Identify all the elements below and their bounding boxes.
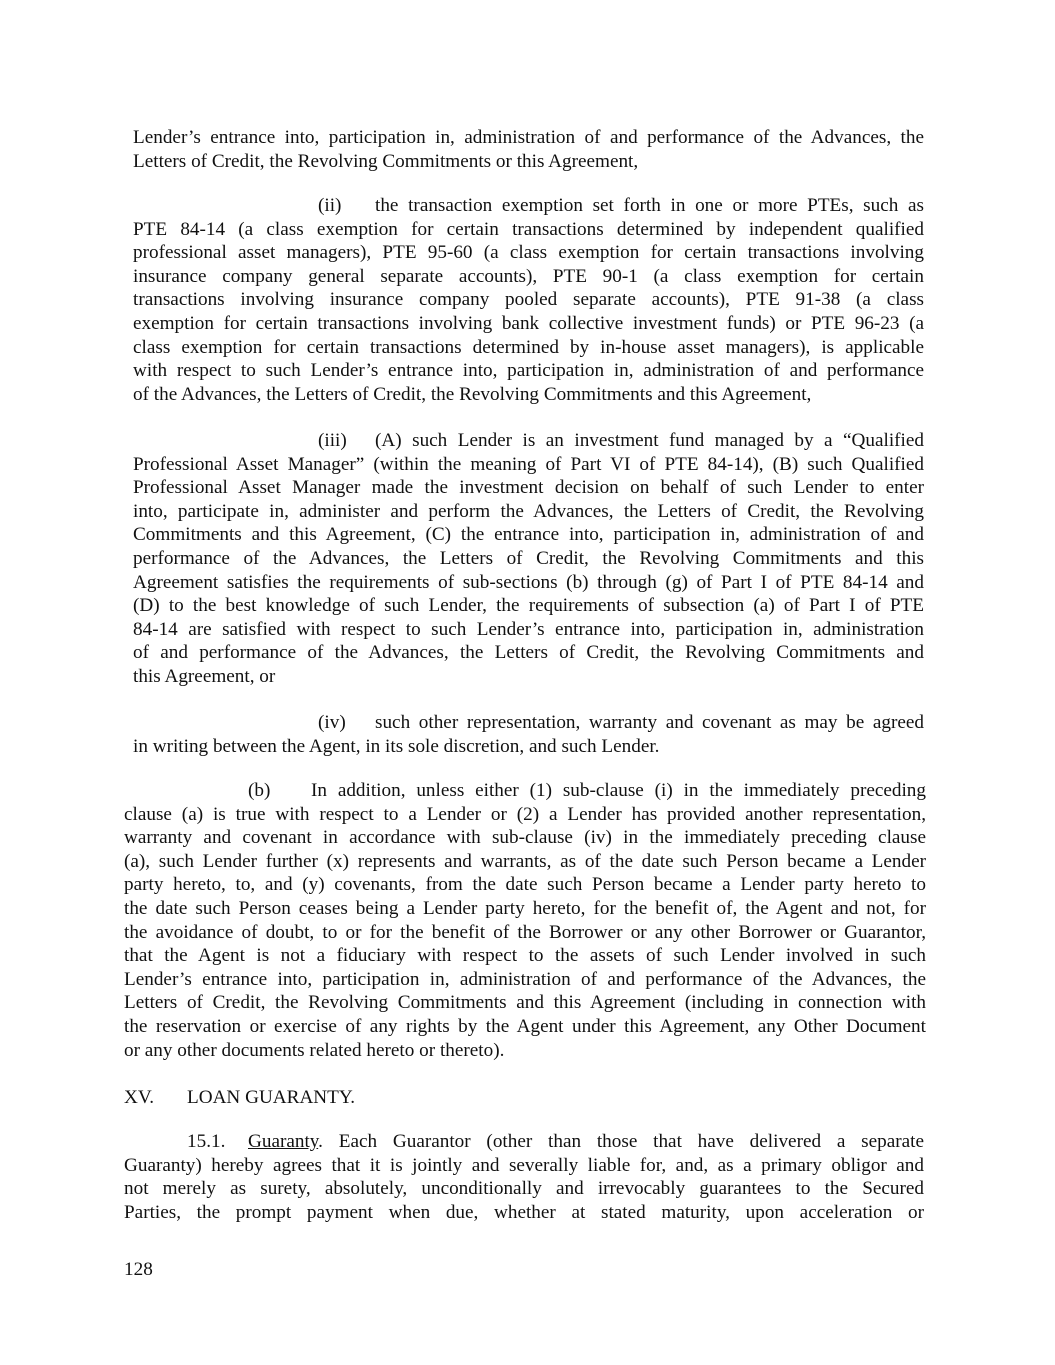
paragraph-line: the reservation or exercise of any rights by the Agent under this Agreement, any Other Document (124, 1015, 926, 1037)
guaranty-paragraph (124, 1130, 924, 1224)
clause-number: 15.1. (187, 1131, 226, 1152)
paragraph-line: the date such Person ceases being a Lender party hereto, for the benefit of, the Agent and not, for (124, 897, 926, 919)
clause-label: (b) (248, 780, 271, 801)
paragraph (124, 779, 926, 1062)
paragraph-line: into, participate in, administer and perform the Advances, the Letters of Credit, the Revolving (133, 500, 924, 522)
line-text: (A) such Lender is an investment fund managed by a “Qualified (375, 430, 924, 451)
paragraph-line: this Agreement, or (133, 665, 276, 687)
paragraph-line: 84-14 are satisfied with respect to such Lender’s entrance into, participation in, administration (133, 618, 924, 640)
line-text: such other representation, warranty and covenant as may be agreed (375, 712, 924, 733)
paragraph-line (124, 779, 926, 803)
line-text: the transaction exemption set forth in one or more PTEs, such as (375, 195, 924, 216)
paragraph-line: the avoidance of doubt, to or for the benefit of the Borrower or any other Borrower or Guarantor, (124, 921, 926, 943)
line-text: . Each Guarantor (other than those that have delivered a separate (318, 1131, 924, 1152)
paragraph (133, 126, 924, 173)
paragraph-line: PTE 84-14 (a class exemption for certain transactions determined by independent qualified (133, 218, 924, 240)
paragraph-line: Letters of Credit, the Revolving Commitments and this Agreement (including in connection with (124, 992, 926, 1014)
paragraph (133, 194, 924, 406)
paragraph-line: in writing between the Agent, in its sole discretion, and such Lender. (133, 735, 660, 757)
paragraph-line: class exemption for certain transactions determined by in-house asset managers), is applicable (133, 336, 924, 358)
paragraph-line: (a), such Lender further (x) represents and warrants, as of the date such Person became a Lender (124, 850, 926, 872)
paragraph-line (124, 1130, 924, 1154)
paragraph-line: insurance company general separate accounts), PTE 90-1 (a class exemption for certain (133, 265, 924, 287)
paragraph (133, 711, 924, 758)
line-text: In addition, unless either (1) sub-clause (i) in the immediately preceding (311, 780, 926, 801)
paragraph-line (133, 711, 924, 735)
paragraph-line: of and performance of the Advances, the Letters of Credit, the Revolving Commitments and (133, 642, 924, 664)
paragraph-line: Parties, the prompt payment when due, whether at stated maturity, upon acceleration or (124, 1201, 924, 1223)
paragraph-line: of the Advances, the Letters of Credit, the Revolving Commitments and this Agreement, (133, 383, 812, 405)
paragraph-line: that the Agent is not a fiduciary with respect to the assets of such Lender involved in such (124, 945, 926, 967)
paragraph-line: performance of the Advances, the Letters of Credit, the Revolving Commitments and this (133, 547, 924, 569)
paragraph-line: Professional Asset Manager” (within the meaning of Part VI of PTE 84-14), (B) such Qualified (133, 453, 924, 475)
section-heading (124, 1086, 355, 1110)
paragraph-line: professional asset managers), PTE 95-60 (a class exemption for certain transactions involving (133, 242, 924, 264)
paragraph-line: Commitments and this Agreement, (C) the entrance into, participation in, administration of and (133, 524, 924, 546)
paragraph-line: not merely as surety, absolutely, unconditionally and irrevocably guarantees to the Secured (124, 1178, 924, 1200)
paragraph-line: party hereto, to, and (y) covenants, from the date such Person became a Lender party hereto to (124, 874, 926, 896)
section-number: XV. (124, 1087, 155, 1108)
paragraph-line: Lender’s entrance into, participation in, administration of and performance of the Advances, the (124, 968, 926, 990)
paragraph-line: Guaranty) hereby agrees that it is jointly and severally liable for, and, as a primary obligor and (124, 1154, 924, 1176)
paragraph-line (133, 194, 924, 218)
paragraph-line (133, 429, 924, 453)
paragraph-line: clause (a) is true with respect to a Lender or (2) a Lender has provided another representation, (124, 803, 926, 825)
clause-heading: Guaranty (248, 1131, 319, 1152)
paragraph-line: warranty and covenant in accordance with sub-clause (iv) in the immediately preceding clause (124, 827, 926, 849)
clause-label: (ii) (318, 195, 342, 216)
paragraph-line: Letters of Credit, the Revolving Commitments or this Agreement, (133, 150, 639, 172)
clause-label: (iii) (318, 430, 347, 451)
clause-label: (iv) (318, 712, 346, 733)
paragraph-line: Professional Asset Manager made the investment decision on behalf of such Lender to enter (133, 477, 924, 499)
page-number: 128 (124, 1259, 153, 1280)
paragraph-line: (D) to the best knowledge of such Lender, the requirements of subsection (a) of Part I of PTE (133, 595, 924, 617)
paragraph (133, 429, 924, 689)
section-title: LOAN GUARANTY. (187, 1087, 356, 1108)
paragraph-line: with respect to such Lender’s entrance into, participation in, administration of and performance (133, 360, 924, 382)
paragraph-line: exemption for certain transactions involving bank collective investment funds) or PTE 96-23 (a (133, 312, 924, 334)
paragraph-line: or any other documents related hereto or thereto). (124, 1039, 505, 1061)
paragraph-line: Agreement satisfies the requirements of sub-sections (b) through (g) of Part I of PTE 84-14 and (133, 571, 924, 593)
paragraph-line: Lender’s entrance into, participation in, administration of and performance of the Advances, the (133, 127, 924, 148)
paragraph-line: transactions involving insurance company pooled separate accounts), PTE 91-38 (a class (133, 289, 924, 311)
